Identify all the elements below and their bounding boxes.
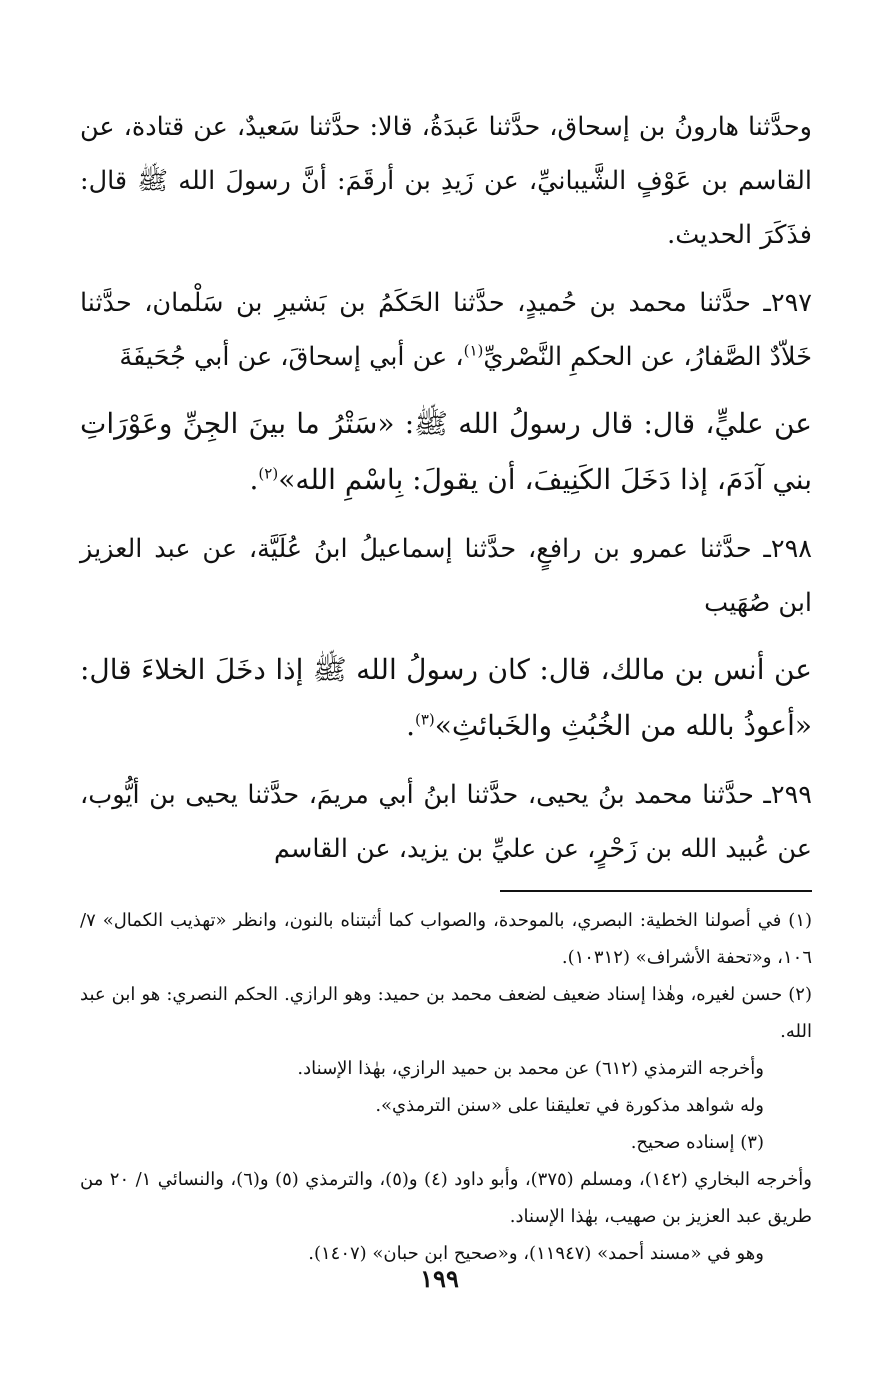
paragraph-hadith-299-isnad xyxy=(80,768,812,876)
page-content xyxy=(80,100,812,1272)
footnote-2-line: وله شواهد مذكورة في تعليقنا على «سنن الترمذي». xyxy=(375,1095,764,1116)
text-span: عن عليٍّ، قال: قال رسولُ الله ﷺ: «سَتْرُ ما بينَ الجِنِّ وعَوْرَاتِ بني آدَمَ، إذا دَخَلَ الكَنِيفَ، أن يقولَ: بِاسْمِ الله» xyxy=(80,407,812,496)
text-span: ٢٩٨ـ حدَّثنا عمرو بن رافعٍ، حدَّثنا إسماعيلُ ابنُ عُلَيَّة، عن عبد العزيز ابن صُهَيب xyxy=(80,534,812,618)
text-span: ٢٩٩ـ حدَّثنا محمد بنُ يحيى، حدَّثنا ابنُ أبي مريمَ، حدَّثنا يحيى بن أيُّوب، عن عُبيد الله بن زَحْرٍ، عن عليِّ بن يزيد، عن القاسم xyxy=(80,780,812,864)
page-number: ١٩٩ xyxy=(420,1264,459,1293)
text-span: . xyxy=(249,463,259,496)
footnote-3-line: وأخرجه البخاري (١٤٢)، ومسلم (٣٧٥)، وأبو داود (٤) و(٥)، والترمذي (٥) و(٦)، والنسائي ١/ ٢٠ من طريق عبد العزيز بن صهيب، بهٰذا الإسناد. xyxy=(80,1169,812,1227)
footnote-2: (٢) حسن لغيره، وهٰذا إسناد ضعيف لضعف محمد بن حميد: وهو الرازي. الحكم النصري: هو ابن عبد الله. xyxy=(80,984,812,1042)
footnote-2-line: وأخرجه الترمذي (٦١٢) عن محمد بن حميد الرازي، بهٰذا الإسناد. xyxy=(297,1058,764,1079)
text-span: ٢٩٧ـ حدَّثنا محمد بن حُميدٍ، حدَّثنا الحَكَمُ بن بَشيرِ بن سَلْمان، حدَّثنا خَلاّدٌ الصَّفارُ، عن الحكمِ النَّصْريِّ xyxy=(80,288,812,372)
paragraph-hadith-298-isnad xyxy=(80,522,812,630)
text-span: وحدَّثنا هارونُ بن إسحاق، حدَّثنا عَبدَةُ، قالا: حدَّثنا سَعيدٌ، عن قتادة، عن القاسم بن عَوْفٍ الشَّيبانيِّ، عن زَيدِ بن أرقَمَ: أنَّ رسولَ الله ﷺ قال: فذَكَرَ الحديث. xyxy=(80,112,812,250)
paragraph-hadith-296-end xyxy=(80,100,812,262)
footnote-ref-3[interactable]: (٣) xyxy=(414,710,435,729)
footnote-ref-1[interactable]: (١) xyxy=(463,341,484,360)
text-span: عن أنس بن مالك، قال: كان رسولُ الله ﷺ إذا دخَلَ الخلاءَ قال: «أعوذُ بالله من الخُبُثِ والخَبائثِ» xyxy=(80,653,812,742)
footnote-1: (١) في أصولنا الخطية: البصري، بالموحدة، والصواب كما أثبتناه بالنون، وانظر «تهذيب الكمال» ٧/ ١٠٦، و«تحفة الأشراف» (١٠٣١٢). xyxy=(80,910,813,968)
text-span: ، عن أبي إسحاقَ، عن أبي جُحَيفَةَ xyxy=(119,342,464,372)
footnote-divider xyxy=(500,890,812,892)
footnote-3-line: وهو في «مسند أحمد» (١١٩٤٧)، و«صحيح ابن حبان» (١٤٠٧). xyxy=(308,1243,764,1264)
paragraph-hadith-297-isnad xyxy=(80,276,812,384)
main-text xyxy=(80,100,812,876)
paragraph-hadith-297-matn xyxy=(80,396,812,508)
text-span: . xyxy=(406,709,415,742)
footnote-ref-2[interactable]: (٢) xyxy=(258,464,279,483)
footnote-3: (٣) إسناده صحيح. xyxy=(630,1132,764,1153)
footnotes xyxy=(80,902,812,1272)
paragraph-hadith-298-matn xyxy=(80,642,812,754)
